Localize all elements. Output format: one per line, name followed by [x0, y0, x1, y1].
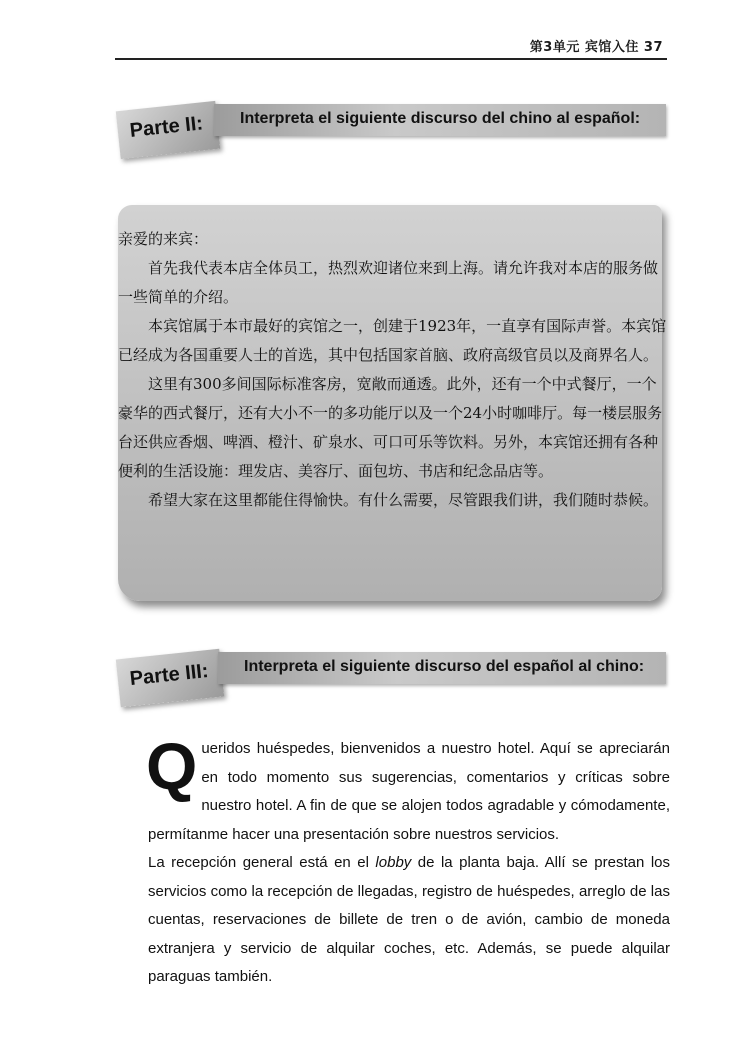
lobby-italic: lobby	[375, 854, 412, 871]
part-3-tag-label: Parte III:	[128, 660, 210, 691]
part-2-banner	[214, 104, 666, 136]
part-3-tag	[116, 649, 224, 708]
spanish-paragraph-2	[148, 849, 670, 992]
spanish-speech-text	[146, 729, 671, 992]
paragraph-2-text-b: de la planta baja. Allí se prestan los servicios como la recepción de llegadas, registro de huéspedes, arreglo de las cuentas, reservaciones de billete de tren o de avión, cambio de moneda extranjera y servicio de alquilar coches, etc. Además, se puede alquilar paraguas también.	[148, 854, 671, 985]
speech-paragraph: 希望大家在这里都能住得愉快。有什么需要，尽管跟我们讲，我们随时恭候。	[148, 491, 659, 509]
paragraph-1-text: ueridos huéspedes, bienvenidos a nuestro hotel. Aquí se apreciarán en todo momento sus sugerencias, comentarios y críticas sobre nuestro hotel. A fin de que se alojen todos agradable y cómodamente, permítanme hacer una presentación sobre nuestros servicios.	[148, 740, 670, 843]
speech-paragraph: 这里有300多间国际标准客房，宽敞而通透。此外，还有一个中式餐厅，一个豪华的西式餐厅，还有大小不一的多功能厅以及一个24小时咖啡厅。每一楼层服务台还供应香烟、啤酒、橙汁、矿泉水、可口可乐等饮料。另外，本宾馆还拥有各种便利的生活设施：理发店、美容厅、面包坊、书店和纪念品店等。	[118, 375, 663, 480]
paragraph-2-text-a: La recepción general está en el	[148, 854, 376, 871]
part-3-banner	[218, 652, 666, 684]
chinese-speech-text	[118, 225, 670, 515]
spanish-paragraph-1	[146, 729, 670, 849]
part-2-heading	[118, 100, 668, 170]
part-3-banner-label: Interpreta el siguiente discurso del español al chino:	[244, 658, 645, 675]
part-3-heading	[118, 648, 668, 718]
speech-greeting: 亲爱的来宾：	[118, 230, 209, 248]
part-2-banner-label: Interpreta el siguiente discurso del chino al español:	[240, 110, 641, 127]
running-head	[115, 32, 667, 60]
part-2-tag	[116, 101, 220, 159]
drop-cap: Q	[146, 729, 198, 803]
speech-paragraph: 首先我代表本店全体员工，热烈欢迎诸位来到上海。请允许我对本店的服务做一些简单的介绍。	[118, 259, 659, 306]
speech-paragraph: 本宾馆属于本市最好的宾馆之一，创建于1923年，一直享有国际声誉。本宾馆已经成为各国重要人士的首选，其中包括国家首脑、政府高级官员以及商界名人。	[118, 317, 667, 364]
part-2-tag-label: Parte II:	[128, 112, 205, 142]
running-head-text: 第3单元 宾馆入住 37	[529, 40, 663, 55]
